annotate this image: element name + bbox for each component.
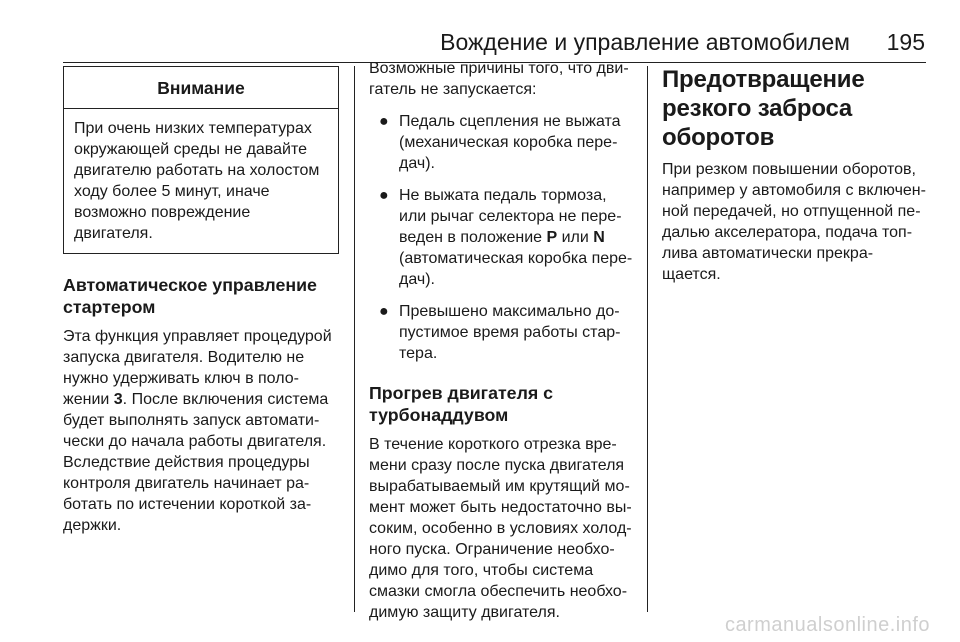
warning-title: Внимание (64, 67, 338, 109)
list-item-text: Превышено максимально допустимое время работы стартера. (399, 303, 621, 362)
paragraph-autostart (63, 326, 339, 536)
list-item-text: Педаль сцепления не выжата (механическая коробка передач). (399, 113, 621, 172)
list-item-text-part: или (557, 229, 594, 246)
bullet-icon: ● (379, 187, 389, 204)
bullet-icon: ● (379, 113, 389, 130)
column-middle (369, 60, 633, 623)
list-item-text-part: Не выжата педаль тормоза, или рычаг селектора не переведен в положение (399, 187, 622, 246)
key-position-label: 3 (113, 391, 123, 408)
section-title-autostart: Автоматическое управление стартером (63, 275, 317, 317)
gear-position-p: P (546, 229, 558, 246)
list-item-text-part: (автоматическая коробка передач). (399, 250, 633, 288)
list-item (369, 301, 633, 364)
watermark: carmanualsonline.info (724, 614, 930, 636)
list-item (369, 111, 633, 174)
list-item (369, 185, 633, 290)
column-right (662, 66, 926, 285)
paragraph-overspeed: При резком повышении оборотов, например у автомобиля с включенной передачей, но отпущенной педалью акселератора, подача топлива автоматически прекращается. (662, 161, 926, 283)
paragraph-text: Эта функция управляет процедурой запуска двигателя. Водителю не нужно удерживать ключ в положении (63, 328, 332, 408)
paragraph-turbo: В течение короткого отрезка времени сразу после пуска двигателя вырабатываемый им крутящий момент может быть недостаточно высоким, особенно в условиях холодного пуска. Ограничение необходимо для того, чтобы система смазки смогла обеспечить необходимую защиту двигателя. (369, 436, 632, 621)
column-left (63, 66, 339, 536)
causes-intro: Возможные причины того, что двигатель не запускается: (369, 60, 629, 98)
warning-text: При очень низких температурах окружающей среды не давайте двигателю работать на холостом ходу более 5 минут, иначе возможно повреждение двигателя. (74, 120, 320, 242)
column-divider (647, 66, 648, 612)
paragraph-text: . После включения система будет выполнять запуск автоматически до начала работы двигателя. Вследствие действия процедуры контроля двигатель начинает работать по истечении короткой задержки. (63, 391, 329, 534)
section-title-overspeed: Предотвращение резкого заброса оборотов (662, 66, 865, 151)
page-number: 195 (886, 29, 925, 55)
column-divider (354, 66, 355, 612)
bullet-icon: ● (379, 303, 389, 320)
section-title-turbo: Прогрев двигателя с турбонаддувом (369, 383, 554, 425)
gear-position-n: N (593, 229, 605, 246)
warning-box (63, 66, 339, 254)
list-item-text (399, 187, 632, 288)
causes-list (369, 111, 633, 364)
running-title: Вождение и управление автомобилем (440, 29, 850, 55)
